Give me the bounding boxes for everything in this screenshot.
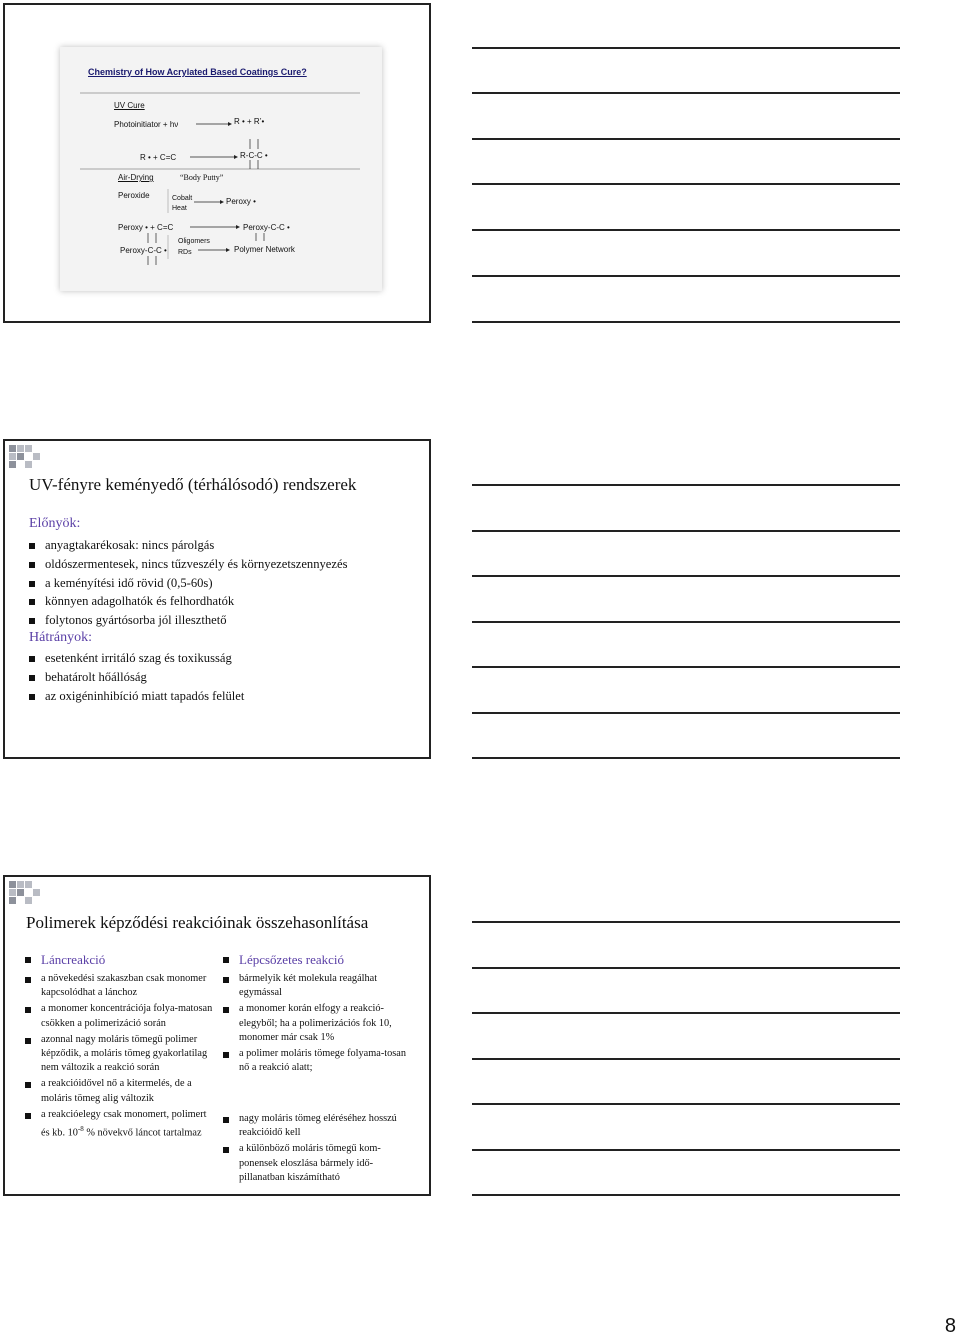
notes-line: [472, 666, 900, 668]
advantages-list: [29, 536, 347, 630]
disadvantages-label: Hátrányok:: [29, 630, 92, 645]
r-plus-cc-text: R • + C=C: [140, 153, 177, 162]
notes-line: [472, 138, 900, 140]
chem-title: Chemistry of How Acrylated Based Coatings Cure?: [88, 67, 307, 77]
notes-line: [472, 757, 900, 759]
disadvantages-list: [29, 649, 244, 705]
list-item: nagy moláris tömeg eléréséhez hosszú reakcióidő kell: [223, 1112, 407, 1141]
list-item: a keményítési idő rövid (0,5-60s): [29, 574, 347, 593]
notes-line: [472, 484, 900, 486]
air-drying-label: Air-Drying: [118, 173, 154, 182]
peroxy-cc-left-text: Peroxy-C-C •: [120, 246, 167, 255]
advantages-label: Előnyök:: [29, 516, 81, 531]
list-item: bármelyik két molekula reagálhat egymással: [223, 972, 407, 1001]
slide-2: [3, 439, 431, 759]
notes-line: [472, 921, 900, 923]
peroxide-text: Peroxide: [118, 191, 150, 200]
slide-title: UV-fényre keményedő (térhálósodó) rendszerek: [29, 475, 357, 494]
notes-line: [472, 1012, 900, 1014]
chemistry-diagram-image: [60, 47, 382, 291]
list-item: a monomer korán elfogy a reakció-elegyből; ha a polimerizációs fok 10, monomer már csak 1%: [223, 1002, 407, 1045]
list-item: a polimer moláris tömege folyama-tosan nő a reakció alatt;: [223, 1047, 407, 1076]
slide-3: [3, 875, 431, 1196]
notes-line: [472, 47, 900, 49]
oligomers-text: Oligomers: [178, 238, 210, 245]
list-item: a különböző moláris tömegű kom-ponensek eloszlása bármely idő-pillanatban kiszámítható: [223, 1142, 407, 1185]
notes-line: [472, 275, 900, 277]
list-item: esetenként irritáló szag és toxikusság: [29, 649, 244, 668]
notes-line: [472, 229, 900, 231]
reaction-arrows: [60, 47, 382, 291]
notes-line: [472, 1058, 900, 1060]
uv-cure-label: UV Cure: [114, 101, 145, 110]
notes-line: [472, 967, 900, 969]
notes-line: [472, 575, 900, 577]
step-reaction-heading: Lépcsőzetes reakció: [223, 951, 407, 969]
peroxy-radical-text: Peroxy •: [226, 197, 256, 206]
peroxy-plus-cc-text: Peroxy • + C=C: [118, 223, 174, 232]
list-item-text: a reakcióelegy csak monomert, polimert és kb. 10: [41, 1108, 207, 1139]
page-number: 8: [944, 1315, 956, 1337]
notes-line: [472, 1194, 900, 1196]
list-item-last: [25, 1108, 215, 1141]
notes-line: [472, 183, 900, 185]
exponent: -8: [77, 1125, 84, 1134]
notes-line: [472, 621, 900, 623]
list-item: a monomer koncentrációja folya-matosan csökken a polimerizáció során: [25, 1002, 215, 1031]
cobalt-text: Cobalt: [172, 195, 193, 202]
list-item-tail: % növekvő láncot tartalmaz: [83, 1127, 202, 1139]
list-item: behatárolt hőállóság: [29, 668, 244, 687]
notes-line: [472, 321, 900, 323]
list-item: azonnal nagy moláris tömegű polimer képződik, a moláris tömeg gyakorlatilag nem változik a reakció során: [25, 1033, 215, 1076]
notes-line: [472, 1149, 900, 1151]
photoinitiator-text: Photoinitiator + hν: [114, 120, 179, 129]
peroxy-cc-right-text: Peroxy-C-C •: [243, 223, 290, 232]
step-reaction-list: [223, 951, 407, 1187]
rds-text: RDs: [178, 249, 192, 256]
list-item: anyagtakarékosak: nincs párolgás: [29, 536, 347, 555]
slide-decoration: [9, 881, 43, 907]
notes-line: [472, 712, 900, 714]
notes-line: [472, 1103, 900, 1105]
radicals-text: R • + R’•: [234, 117, 265, 126]
notes-line: [472, 530, 900, 532]
chain-reaction-heading: Láncreakció: [25, 951, 215, 969]
list-item: könnyen adagolhatók és felhordhatók: [29, 592, 347, 611]
list-item: folytonos gyártósorba jól illeszthető: [29, 611, 347, 630]
heat-text: Heat: [172, 205, 187, 212]
list-item: az oxigéninhibíció miatt tapadós felület: [29, 687, 244, 706]
polymer-network-text: Polymer Network: [234, 245, 295, 254]
list-item: oldószermentesek, nincs tűzveszély és környezetszennyezés: [29, 555, 347, 574]
notes-line: [472, 92, 900, 94]
body-putty-text: “Body Putty”: [180, 173, 224, 182]
slide-decoration: [9, 445, 43, 471]
list-item: a reakcióidővel nő a kitermelés, de a moláris tömeg alig változik: [25, 1077, 215, 1106]
list-item: a növekedési szakaszban csak monomer kapcsolódhat a lánchoz: [25, 972, 215, 1001]
slide-1: [3, 3, 431, 323]
chain-reaction-list: [25, 951, 215, 1142]
slide-title: Polimerek képződési reakcióinak összehasonlítása: [26, 913, 369, 932]
rcc-text: R-C-C •: [240, 151, 268, 160]
